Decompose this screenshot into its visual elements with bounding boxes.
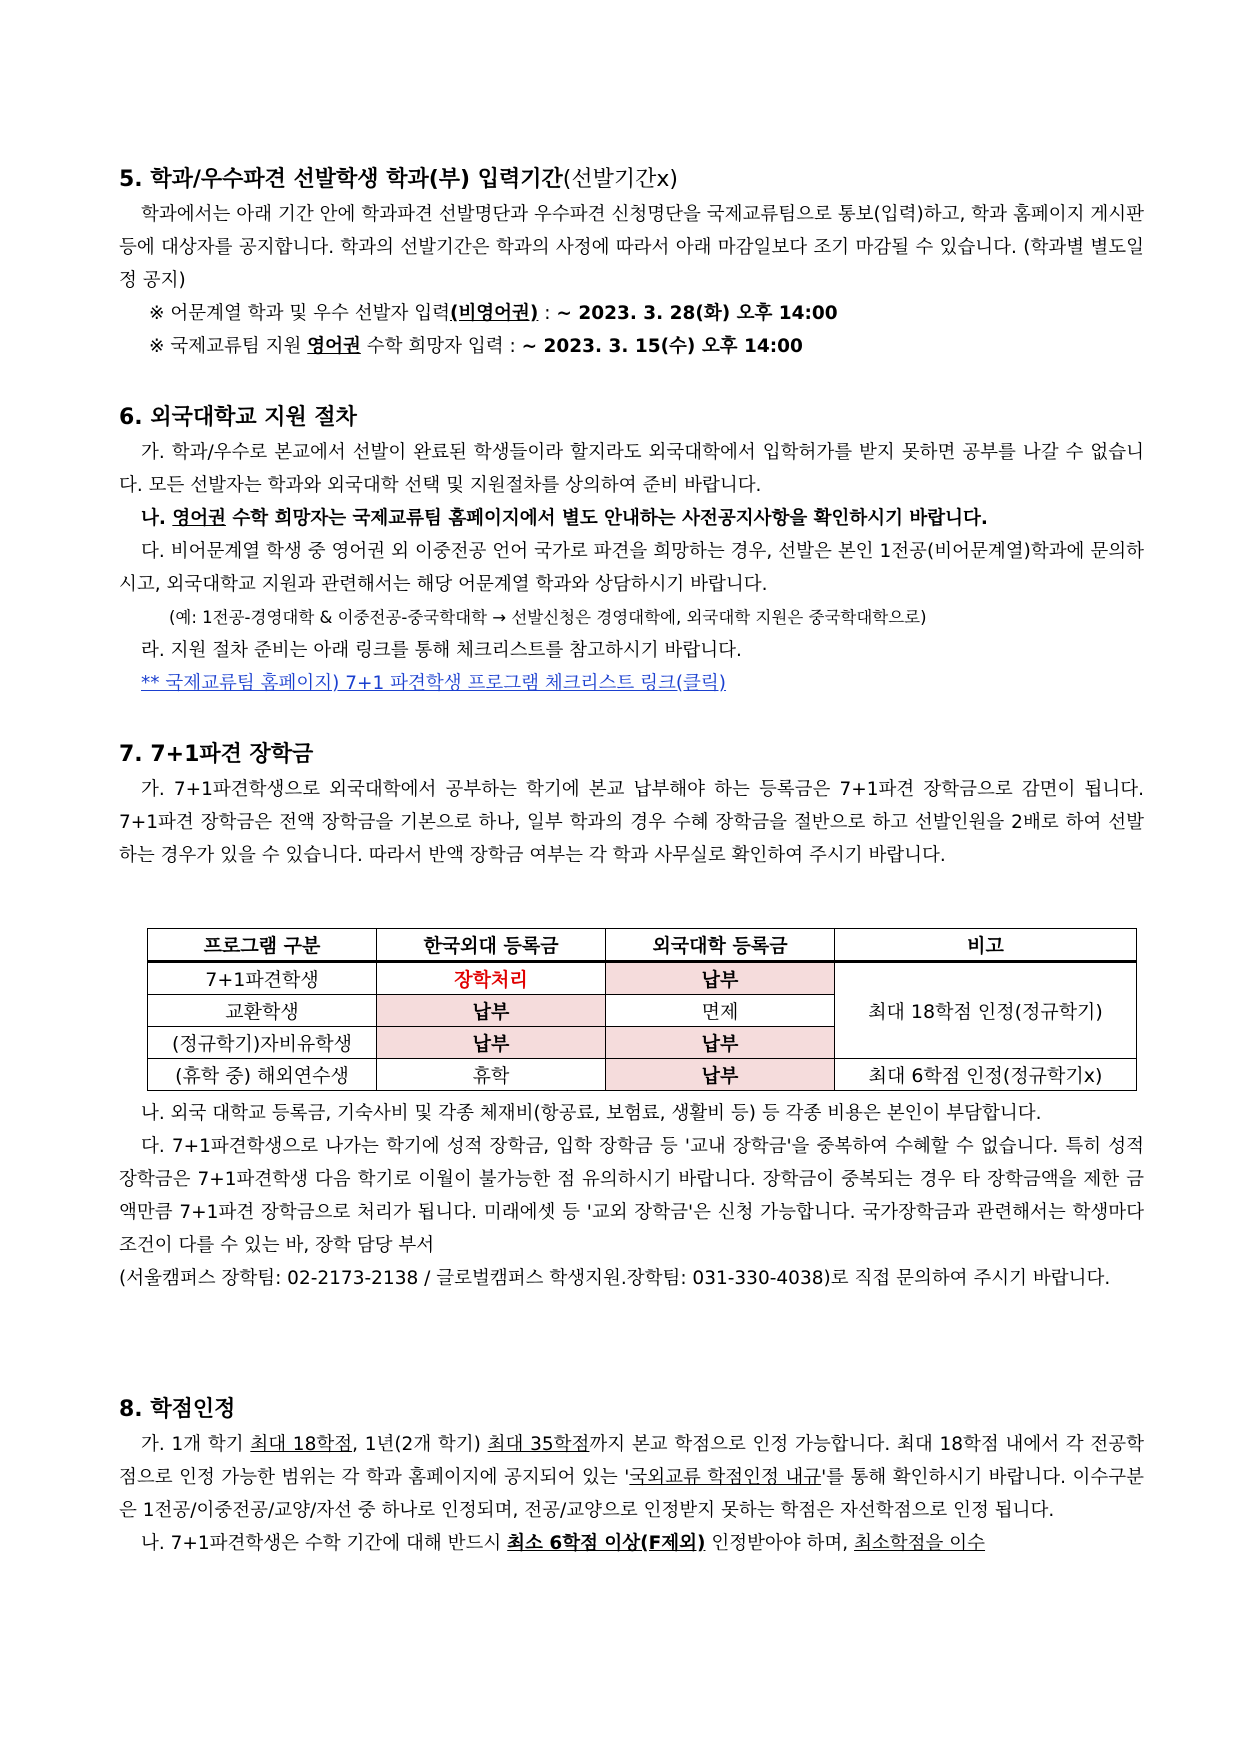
table-row (148, 962, 1137, 995)
section-5-title-bold: 5. 학과/우수파견 선발학생 학과(부) 입력기간 (119, 167, 563, 192)
table-cell: (정규학기)자비유학생 (148, 1027, 377, 1059)
section-8 (119, 1395, 1144, 1560)
table-cell: 납부 (606, 962, 835, 995)
section-6-item-da: 다. 비어문계열 학생 중 영어권 외 이중전공 언어 국가로 파견을 희망하는 경우, 선발은 본인 1전공(비어문계열)학과에 문의하시고, 외국대학교 지원과 관련해서는 해당 어문계열 학과와 상담하시기 바랍니다. (119, 541, 1145, 595)
section-7-item-na: 나. 외국 대학교 등록금, 기숙사비 및 각종 체재비(항공료, 보험료, 생활비 등) 등 각종 비용은 본인이 부담합니다. (141, 1103, 1042, 1124)
section-6-item-ra: 라. 지원 절차 준비는 아래 링크를 통해 체크리스트를 참고하시기 바랍니다. (141, 640, 742, 661)
table-header-row (148, 929, 1137, 962)
table-cell: 면제 (606, 995, 835, 1027)
tuition-table (147, 928, 1137, 1091)
table-header: 프로그램 구분 (148, 929, 377, 962)
section-8-item-ga: 가. 1개 학기 최대 18학점, 1년(2개 학기) 최대 35학점까지 본교 학점으로 인정 가능합니다. 최대 18학점 내에서 각 전공학점으로 인정 가능한 범위는 각 학과 홈페이지에 공지되어 있는 '국외교류 학점인정 내규'를 통해 확인하시기 바랍니다. 이수구분은 1전공/이중전공/교양/자선 중 하나로 인정되며, 전공/교양으로 인정받지 못하는 학점은 자선학점으로 인정 됩니다. (119, 1434, 1145, 1521)
section-7-item-ga: 가. 7+1파견학생으로 외국대학에서 공부하는 학기에 본교 납부해야 하는 등록금은 7+1파견 장학금으로 감면이 됩니다. 7+1파견 장학금은 전액 장학금을 기본으로 하나, 일부 학과의 경우 수혜 장학금을 절반으로 하고 선발인원을 2배로 하여 선발하는 경우가 있을 수 있습니다. 따라서 반액 장학금 여부는 각 학과 사무실로 확인하여 주시기 바랍니다. (119, 779, 1144, 866)
table-row (148, 1059, 1137, 1091)
section-5-note-2: ※ 국제교류팀 지원 영어권 수학 희망자 입력 : ~ 2023. 3. 15(수) 오후 14:00 (149, 336, 803, 357)
table-cell: 납부 (606, 1059, 835, 1091)
section-6-link-row (119, 667, 1144, 700)
section-5-title (119, 165, 1144, 195)
section-7-continued (119, 1097, 1144, 1295)
table-header: 한국외대 등록금 (377, 929, 606, 962)
section-6-item-na: 나. 영어권 수학 희망자는 국제교류팀 홈페이지에서 별도 안내하는 사전공지사항을 확인하시기 바랍니다. (141, 508, 988, 529)
section-7-item-da-contact: (서울캠퍼스 장학팀: 02-2173-2138 / 글로벌캠퍼스 학생지원.장학팀: 031-330-4038)로 직접 문의하여 주시기 바랍니다. (119, 1268, 1111, 1289)
checklist-link[interactable]: ** 국제교류팀 홈페이지) 7+1 파견학생 프로그램 체크리스트 링크(클릭) (141, 673, 727, 694)
table-cell: (휴학 중) 해외연수생 (148, 1059, 377, 1091)
section-6-title: 6. 외국대학교 지원 절차 (119, 405, 357, 430)
section-7-title: 7. 7+1파견 장학금 (119, 742, 314, 767)
table-cell: 휴학 (377, 1059, 606, 1091)
table-cell: 납부 (606, 1027, 835, 1059)
table-cell: 납부 (377, 1027, 606, 1059)
section-7-item-da: 다. 7+1파견학생으로 나가는 학기에 성적 장학금, 입학 장학금 등 '교내 장학금'을 중복하여 수혜할 수 없습니다. 특히 성적 장학금은 7+1파견학생 다음 학기로 이월이 불가능한 점 유의하시기 바랍니다. 장학금이 중복되는 경우 타 장학금액을 제한 금액만큼 7+1파견 장학금으로 처리가 됩니다. 미래에셋 등 '교외 장학금'은 신청 가능합니다. 국가장학금과 관련해서는 학생마다 조건이 다를 수 있는 바, 장학 담당 부서 (119, 1136, 1144, 1256)
section-5 (119, 165, 1144, 363)
table-cell: 7+1파견학생 (148, 962, 377, 995)
section-6 (119, 403, 1144, 700)
section-6-example: (예: 1전공-경영대학 & 이중전공-중국학대학 → 선발신청은 경영대학에, 외국대학 지원은 중국학대학으로) (169, 608, 927, 627)
section-5-paragraph: 학과에서는 아래 기간 안에 학과파견 선발명단과 우수파견 신청명단을 국제교류팀으로 통보(입력)하고, 학과 홈페이지 게시판 등에 대상자를 공지합니다. 학과의 선발기간은 학과의 사정에 따라서 아래 마감일보다 조기 마감될 수 있습니다. (학과별 별도일정 공지) (119, 204, 1144, 291)
table-cell: 장학처리 (377, 962, 606, 995)
section-8-item-na: 나. 7+1파견학생은 수학 기간에 대해 반드시 최소 6학점 이상(F제외) 인정받아야 하며, 최소학점을 이수 (141, 1533, 986, 1554)
table-cell: 교환학생 (148, 995, 377, 1027)
section-5-note-1: ※ 어문계열 학과 및 우수 선발자 입력(비영어권) : ~ 2023. 3. 28(화) 오후 14:00 (149, 303, 838, 324)
table-cell: 납부 (377, 995, 606, 1027)
table-header: 비고 (835, 929, 1137, 962)
table-header: 외국대학 등록금 (606, 929, 835, 962)
section-6-item-ga: 가. 학과/우수로 본교에서 선발이 완료된 학생들이라 할지라도 외국대학에서 입학허가를 받지 못하면 공부를 나갈 수 없습니다. 모든 선발자는 학과와 외국대학 선택 및 지원절차를 상의하여 준비 바랍니다. (119, 442, 1144, 496)
table-cell-note: 최대 18학점 인정(정규학기) (835, 962, 1137, 1059)
section-5-title-normal: (선발기간x) (562, 167, 678, 192)
section-7 (119, 740, 1144, 872)
table-cell-note: 최대 6학점 인정(정규학기x) (835, 1059, 1137, 1091)
section-8-title: 8. 학점인정 (119, 1397, 236, 1422)
